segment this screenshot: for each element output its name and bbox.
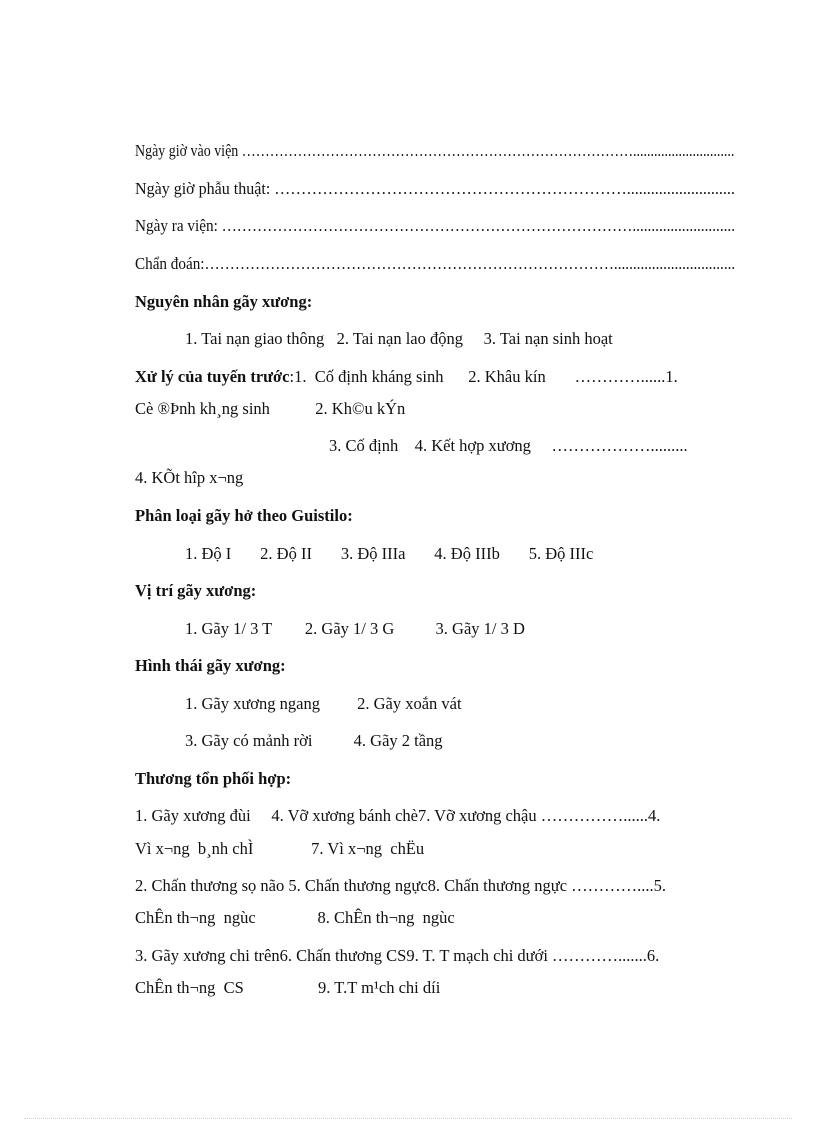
diagnosis-field: Chẩn đoán:………………………………………………………………………................................ <box>135 254 736 273</box>
associated-group-2-line-2: ChÊn th¬ng ngùc 8. ChÊn th¬ng ngùc <box>135 908 455 927</box>
associated-injuries-heading: Thương tổn phối hợp: <box>135 769 292 788</box>
gustilo-heading: Phân loại gãy hở theo Guistilo: <box>135 506 353 525</box>
morphology-options-row-2: 3. Gãy có mảnh rời 4. Gãy 2 tầng <box>185 731 443 750</box>
associated-group-3-line-1: 3. Gãy xương chi trên6. Chấn thương CS9. T. T mạch chi dưới ………….......6. <box>135 946 660 965</box>
prior-treatment-line-1 <box>135 367 678 387</box>
associated-group-2-line-1: 2. Chấn thương sọ não 5. Chấn thương ngực8. Chấn thương ngực …………....5. <box>135 876 667 895</box>
cause-heading: Nguyên nhân gãy xương: <box>135 292 313 311</box>
discharge-date-field: Ngày ra viện: ………………………………………………………………………........................... <box>135 216 736 235</box>
associated-group-3-line-2: ChÊn th¬ng CS 9. T.T m¹ch chi díi <box>135 978 441 997</box>
associated-group-1-line-2: Vì x¬ng b¸nh chÌ 7. Vì x¬ng chËu <box>135 839 425 858</box>
location-options: 1. Gãy 1/ 3 T 2. Gãy 1/ 3 G 3. Gãy 1/ 3 D <box>185 619 525 638</box>
location-heading: Vị trí gãy xương: <box>135 581 257 600</box>
prior-treatment-options: :1. Cố định kháng sinh 2. Khâu kín …………......1. <box>289 367 678 386</box>
prior-treatment-heading: Xử lý của tuyến trước <box>135 367 290 386</box>
surgery-date-field: Ngày giờ phẫu thuật: …………………………………………………………........................... <box>135 179 735 198</box>
prior-treatment-line-2: Cè ®Þnh kh¸ng sinh 2. Kh©u kÝn <box>135 399 406 418</box>
morphology-heading: Hình thái gãy xương: <box>135 656 286 675</box>
prior-treatment-line-3: 3. Cố định 4. Kết hợp xương ………………......... <box>329 436 688 455</box>
morphology-options-row-1: 1. Gãy xương ngang 2. Gãy xoắn vát <box>185 694 462 713</box>
prior-treatment-line-4: 4. KÕt hîp x¬ng <box>135 468 244 487</box>
page-bottom-divider <box>24 1118 792 1119</box>
admission-date-field: Ngày giờ vào viện …………………………………………………………………………............................. <box>135 141 735 160</box>
associated-group-1-line-1: 1. Gãy xương đùi 4. Vỡ xương bánh chè7. Vỡ xương chậu ……………......4. <box>135 806 661 825</box>
gustilo-options: 1. Độ I 2. Độ II 3. Độ IIIa 4. Độ IIIb 5. Độ IIIc <box>185 544 594 563</box>
cause-options: 1. Tai nạn giao thông 2. Tai nạn lao động 3. Tai nạn sinh hoạt <box>185 329 613 348</box>
